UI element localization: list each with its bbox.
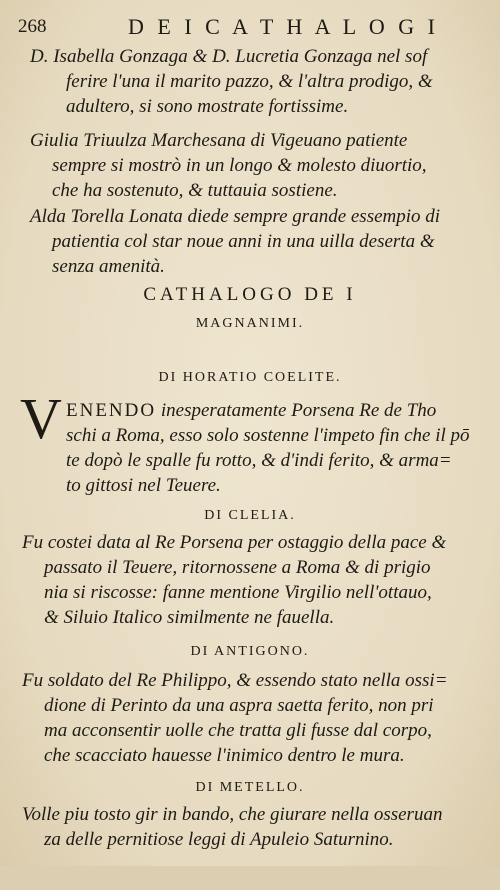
page-number: 268 xyxy=(18,16,47,37)
text-line: che ha sostenuto, & tuttauia sostiene. xyxy=(52,180,338,201)
entry-heading-clelia: DI CLELIA. xyxy=(204,508,296,523)
paragraph-giulia-triuulza xyxy=(30,128,427,203)
text-line: dione di Perinto da una aspra saetta ferito, non pri xyxy=(44,695,434,716)
text-line: & Siluio Italico similmente ne fauella. xyxy=(44,607,335,628)
line-text: inesperatamente Porsena Re de Tho xyxy=(160,400,437,421)
entry-text-clelia xyxy=(22,530,446,630)
text-line: che scacciato hauesse l'inimico dentro le mura. xyxy=(44,745,405,766)
text-line: Alda Torella Lonata diede sempre grande essempio di xyxy=(30,206,441,227)
paragraph-isabella-gonzaga xyxy=(30,44,433,119)
text-line: za delle pernitiose leggi di Apuleio Saturnino. xyxy=(44,829,394,850)
text-line: sempre si mostrò in un longo & molesto diuortio, xyxy=(52,155,427,176)
text-line: passato il Teuere, ritornossene a Roma & di prigio xyxy=(44,557,431,578)
text-line: te dopò le spalle fu rotto, & d'indi ferito, & arma= xyxy=(66,450,452,471)
text-line: D. Isabella Gonzaga & D. Lucretia Gonzaga nel sof xyxy=(30,46,428,67)
section-subtitle: MAGNANIMI. xyxy=(195,316,305,331)
entry-text-horatio xyxy=(66,398,470,473)
text-line: ferire l'una il marito pazzo, & l'altra prodigo, & xyxy=(66,71,433,92)
text-line: Giulia Triuulza Marchesana di Vigeuano patiente xyxy=(30,130,408,151)
entry-text-metello xyxy=(22,802,442,852)
page-bottom-margin xyxy=(0,866,500,890)
text-line xyxy=(66,398,470,423)
running-title: D E I C A T H A L O G I xyxy=(128,14,440,39)
entry-heading-antigono: DI ANTIGONO. xyxy=(190,644,310,659)
text-line: ma acconsentir uolle che tratta gli fusse dal corpo, xyxy=(44,720,432,741)
text-line: patientia col star noue anni in una uilla deserta & xyxy=(52,231,435,252)
text-line: Volle piu tosto gir in bando, che giurare nella osseruan xyxy=(22,804,443,825)
text-line: adultero, si sono mostrate fortissime. xyxy=(66,96,349,117)
entry-heading-horatio: DI HORATIO COELITE. xyxy=(158,370,342,385)
page-header xyxy=(18,14,488,40)
first-word: ENENDO xyxy=(66,400,157,421)
entry-text-horatio-end xyxy=(66,473,221,498)
text-line: schi a Roma, esso solo sostenne l'impeto fin che il pō xyxy=(66,425,470,446)
entry-text-antigono xyxy=(22,668,448,768)
text-line: nia si riscosse: fanne mentione Virgilio nell'ottauo, xyxy=(44,582,432,603)
section-title: CATHALOGO DE I xyxy=(143,284,357,305)
paragraph-alda-torella xyxy=(30,204,440,279)
drop-capital: V xyxy=(20,386,62,451)
text-line: Fu costei data al Re Porsena per ostaggio della pace & xyxy=(22,532,447,553)
text-line: Fu soldato del Re Philippo, & essendo stato nella ossi= xyxy=(22,670,448,691)
text-line: senza amenità. xyxy=(52,256,165,277)
entry-heading-metello: DI METELLO. xyxy=(195,780,305,795)
text-line: to gittosi nel Teuere. xyxy=(66,475,221,496)
